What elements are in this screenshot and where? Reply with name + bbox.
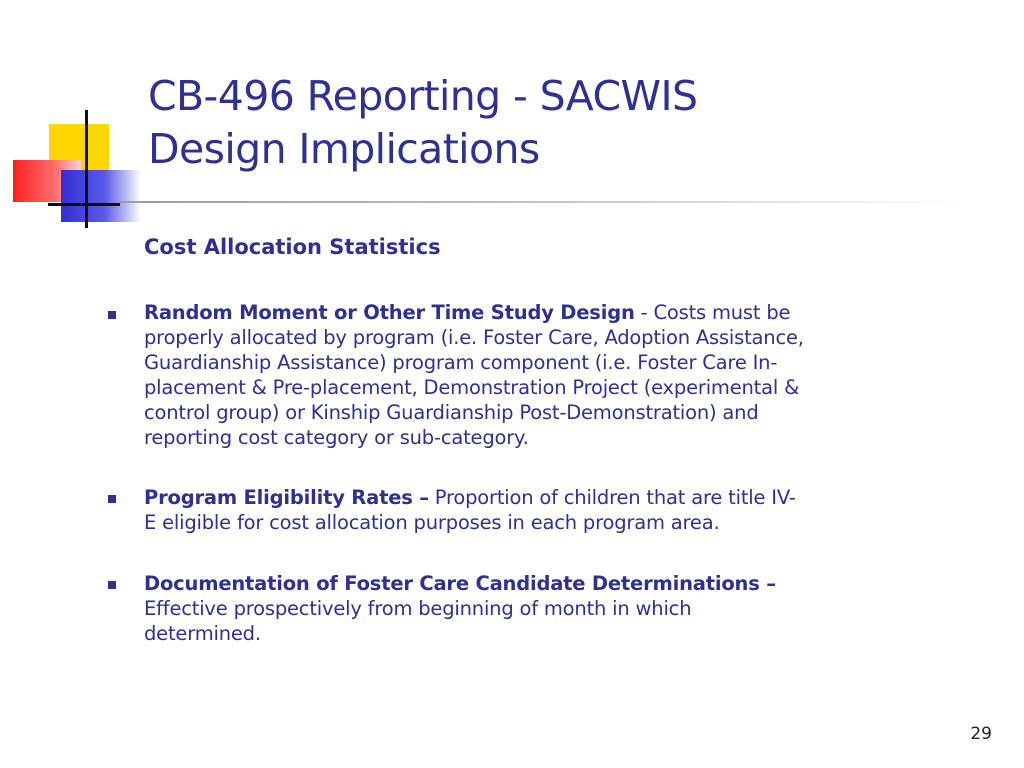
bullet-line: Effective prospectively from beginning of month in which [144,597,692,620]
bullet-first-line [144,300,944,325]
bullet-line: determined. [144,622,261,645]
bullet-line: reporting cost category or sub-category. [144,426,529,449]
bullet-line: Guardianship Assistance) program component (i.e. Foster Care In- [144,351,778,374]
bullet-line: E eligible for cost allocation purposes in each program area. [144,511,720,534]
bullet-first-line [144,571,944,596]
bullet-first-line-rest: - Costs must be [634,301,791,324]
bullet-line: properly allocated by program (i.e. Foster Care, Adoption Assistance, [144,326,804,349]
bullet-line: placement & Pre-placement, Demonstration Project (experimental & [144,376,800,399]
bullet-square-icon [108,311,116,319]
bullet-square-icon [108,581,116,589]
section-subheading: Cost Allocation Statistics [144,235,441,259]
bullet-square-icon [108,495,116,503]
bullet-first-line [144,485,944,510]
page-number: 29 [970,724,992,744]
bullet-lead: Random Moment or Other Time Study Design [144,301,635,324]
title-line-1: CB-496 Reporting - SACWIS [148,72,698,120]
bullet-lead: Program Eligibility Rates – [144,486,429,509]
title-line-2: Design Implications [148,125,540,173]
bullet-text [144,300,944,450]
bullet-text [144,571,944,646]
bullet-text [144,485,944,535]
bullet-first-line-rest: Proportion of children that are title IV- [428,486,796,509]
bullet-line: control group) or Kinship Guardianship Post-Demonstration) and [144,401,759,424]
bullet-lead: Documentation of Foster Care Candidate Determinations – [144,572,776,595]
